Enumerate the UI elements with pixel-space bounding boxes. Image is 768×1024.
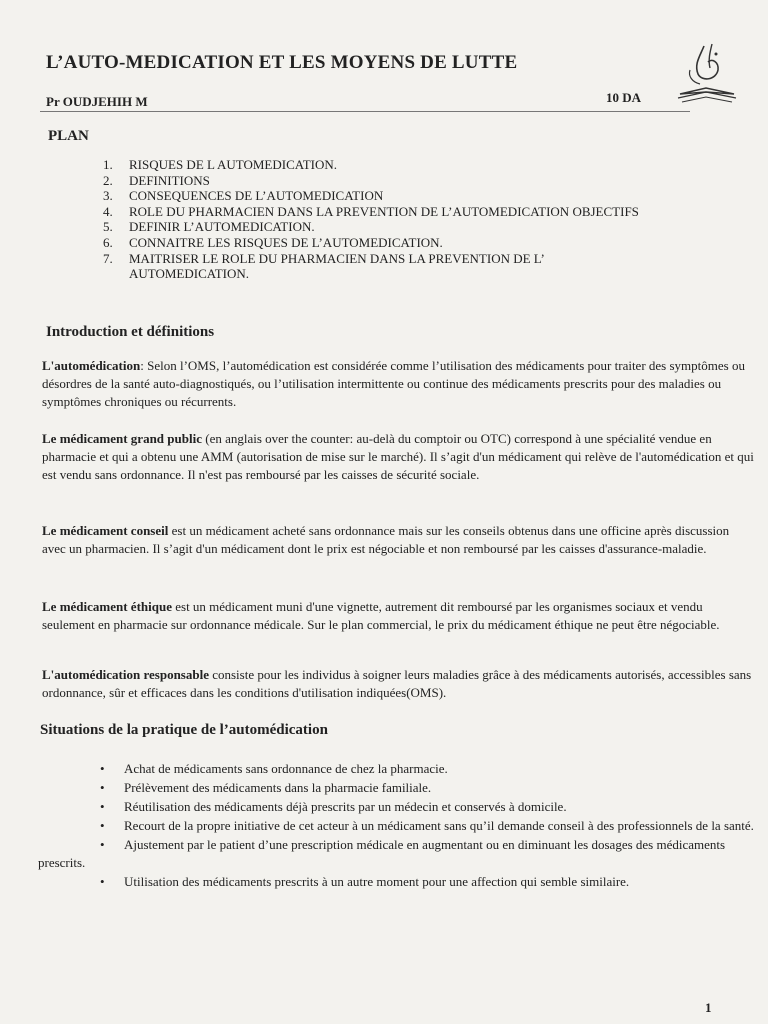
definition-term: L'automédication: [42, 358, 141, 373]
situations-heading: Situations de la pratique de l’automédication: [40, 722, 328, 738]
definition-paragraph: [42, 598, 754, 634]
definition-paragraph: [42, 357, 754, 411]
bullet-icon: •: [100, 761, 105, 776]
list-item: • Utilisation des médicaments prescrits à un autre moment pour une affection qui semble similaire.: [100, 874, 630, 889]
definition-paragraph: [42, 666, 754, 702]
definition-term: Le médicament éthique: [42, 599, 172, 614]
definition-paragraph: [42, 430, 754, 484]
plan-list: [103, 157, 763, 282]
plan-item: 4. ROLE DU PHARMACIEN DANS LA PREVENTION DE L’AUTOMEDICATION OBJECTIFS: [103, 203, 639, 219]
plan-item: 7. MAITRISER LE ROLE DU PHARMACIEN DANS LA PREVENTION DE L’ AUTOMEDICATION.: [103, 250, 544, 282]
definition-term: Le médicament conseil: [42, 523, 169, 538]
plan-item: 5. DEFINIR L’AUTOMEDICATION.: [103, 219, 315, 235]
list-item: • Achat de médicaments sans ordonnance de chez la pharmacie.: [100, 761, 448, 776]
plan-item: 3. CONSEQUENCES DE L’AUTOMEDICATION: [103, 188, 384, 204]
bullet-icon: •: [100, 780, 105, 795]
open-book-calligraphy-logo-icon: [672, 40, 742, 106]
plan-item: 1. RISQUES DE L AUTOMEDICATION.: [103, 157, 337, 172]
bullet-icon: •: [100, 818, 105, 833]
intro-heading: Introduction et définitions: [46, 324, 215, 340]
bullet-icon: •: [100, 799, 105, 814]
price-label: 10 DA: [606, 90, 642, 105]
situations-list: [38, 760, 758, 892]
author-name: Pr OUDJEHIH M: [46, 94, 148, 109]
list-item: • Prélèvement des médicaments dans la pharmacie familiale.: [100, 780, 432, 795]
list-item: • Réutilisation des médicaments déjà prescrits par un médecin et conservés à domicile.: [100, 799, 567, 814]
list-item: • Recourt de la propre initiative de cet acteur à un médicament sans qu’il demande conseil à des professionnels de la santé.: [100, 818, 754, 833]
page-number: 1: [705, 1000, 712, 1015]
plan-heading: PLAN: [48, 128, 89, 144]
definition-paragraph: [42, 522, 754, 558]
document-title: L’AUTO-MEDICATION ET LES MOYENS DE LUTTE: [46, 52, 518, 73]
definition-term: L'automédication responsable: [42, 667, 209, 682]
definition-text: (en anglais over the counter: au-delà du comptoir ou OTC) correspond à une spécialité vendue en pharmacie et qui a obtenu une AMM (autorisation de mise sur le marché). Il s’agit d'un médicament qui relève de l'automédication et qui est vendu sans ordonnance. Il n'est pas remboursé par les caisses de sécurité sociale.: [42, 431, 754, 482]
bullet-icon: •: [100, 837, 105, 852]
bullet-icon: •: [100, 874, 105, 889]
plan-item: 6. CONNAITRE LES RISQUES DE L’AUTOMEDICATION.: [103, 234, 443, 250]
definition-text: : Selon l’OMS, l’automédication est considérée comme l’utilisation des médicaments pour traiter des symptômes ou désordres de la santé auto-diagnostiqués, ou l’utilisation intermittente ou continue des médicaments prescrits pour des maladies ou symptômes chroniques ou récurrents.: [42, 358, 745, 409]
definition-term: Le médicament grand public: [42, 431, 202, 446]
list-item: • Ajustement par le patient d’une prescription médicale en augmentant ou en diminuant les dosages des médicaments prescrits.: [38, 837, 726, 870]
definition-text: est un médicament acheté sans ordonnance mais sur les conseils obtenus dans une officine après discussion avec un pharmacien. Il s’agit d'un médicament dont le prix est négociable et non remboursé par les caisses d'assurance-maladie.: [42, 523, 730, 556]
definition-text: est un médicament muni d'une vignette, autrement dit remboursé par les organismes sociaux et vendu seulement en pharmacie sur ordonnance médicale. Sur le plan commercial, le prix du médicament éthique ne peut être négociable.: [42, 599, 720, 632]
plan-item: 2. DEFINITIONS: [103, 172, 210, 188]
header-divider: [40, 111, 690, 112]
definition-text: consiste pour les individus à soigner leurs maladies grâce à des médicaments autorisés, accessibles sans ordonnance, sûr et efficaces dans les conditions d'utilisation indiquées(OMS).: [42, 667, 752, 700]
